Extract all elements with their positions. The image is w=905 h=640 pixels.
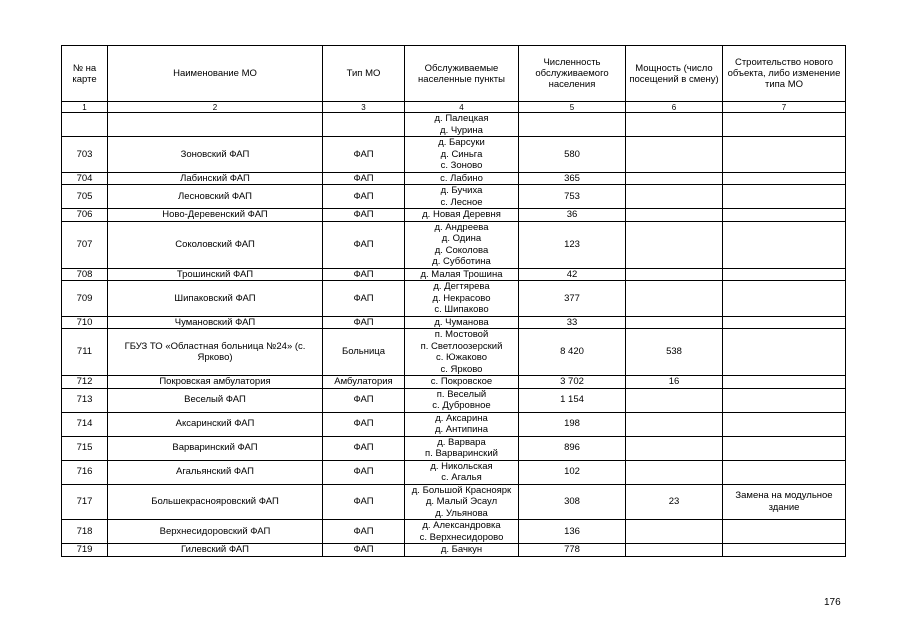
mo-type-cell: ФАП — [323, 281, 405, 317]
mo-name-cell: Соколовский ФАП — [108, 221, 323, 268]
map-number-cell: 709 — [62, 281, 108, 317]
served-places-cell — [405, 460, 519, 484]
population-cell — [519, 113, 626, 137]
served-places-cell — [405, 436, 519, 460]
table-row — [62, 281, 846, 317]
served-place: д. Бучиха — [440, 185, 483, 196]
map-number-cell: 703 — [62, 137, 108, 173]
mo-name-cell: Варваринский ФАП — [108, 436, 323, 460]
capacity-cell — [626, 172, 723, 185]
mo-type-cell: ФАП — [323, 460, 405, 484]
map-number-cell: 704 — [62, 172, 108, 185]
population-cell: 3 702 — [519, 376, 626, 389]
construction-cell — [723, 520, 846, 544]
map-number-cell: 706 — [62, 209, 108, 222]
table-row — [62, 376, 846, 389]
mo-type-cell: ФАП — [323, 268, 405, 281]
served-place: п. Варваринский — [425, 448, 498, 459]
table-row — [62, 172, 846, 185]
served-place: д. Антипина — [434, 424, 489, 435]
served-place: д. Субботина — [432, 256, 491, 267]
capacity-cell — [626, 544, 723, 557]
header-served-places: Обслуживаемые населенные пункты — [405, 46, 519, 102]
served-places-cell — [405, 412, 519, 436]
served-places-cell — [405, 209, 519, 222]
capacity-cell — [626, 281, 723, 317]
population-cell: 896 — [519, 436, 626, 460]
capacity-cell — [626, 412, 723, 436]
map-number-cell: 712 — [62, 376, 108, 389]
served-places-cell — [405, 520, 519, 544]
medical-facilities-table — [61, 45, 846, 557]
mo-type-cell: ФАП — [323, 544, 405, 557]
mo-name-cell: Лесновский ФАП — [108, 185, 323, 209]
table-row — [62, 412, 846, 436]
construction-cell — [723, 316, 846, 329]
served-place: д. Никольская — [430, 460, 493, 472]
column-number: 6 — [626, 102, 723, 113]
map-number-cell: 719 — [62, 544, 108, 557]
construction-cell — [723, 268, 846, 281]
served-place: с. Верхнесидорово — [419, 531, 504, 543]
served-place: с. Лабино — [440, 172, 483, 184]
mo-type-cell: ФАП — [323, 436, 405, 460]
capacity-cell — [626, 436, 723, 460]
capacity-cell: 538 — [626, 329, 723, 376]
served-place: с. Дубровное — [432, 400, 491, 411]
mo-name-cell: Лабинский ФАП — [108, 172, 323, 185]
served-place: д. Бачкун — [440, 544, 483, 555]
table-row — [62, 329, 846, 376]
mo-type-cell: ФАП — [323, 316, 405, 329]
mo-name-cell: Агальянский ФАП — [108, 460, 323, 484]
population-cell: 198 — [519, 412, 626, 436]
mo-type-cell — [323, 113, 405, 137]
construction-cell — [723, 137, 846, 173]
served-place: с. Южаково — [435, 352, 488, 363]
served-place: д. Александровка — [422, 520, 501, 531]
population-cell: 377 — [519, 281, 626, 317]
column-number: 3 — [323, 102, 405, 113]
capacity-cell — [626, 113, 723, 137]
capacity-cell: 23 — [626, 484, 723, 520]
mo-name-cell: Шипаковский ФАП — [108, 281, 323, 317]
capacity-cell — [626, 185, 723, 209]
capacity-cell — [626, 460, 723, 484]
map-number-cell: 718 — [62, 520, 108, 544]
construction-cell — [723, 185, 846, 209]
population-cell: 136 — [519, 520, 626, 544]
served-places-cell — [405, 484, 519, 520]
mo-type-cell: Амбулатория — [323, 376, 405, 389]
mo-type-cell: ФАП — [323, 221, 405, 268]
mo-name-cell: Чумановский ФАП — [108, 316, 323, 329]
table-row — [62, 137, 846, 173]
column-number: 4 — [405, 102, 519, 113]
header-map-number: № на карте — [62, 46, 108, 102]
page-number: 176 — [824, 597, 841, 608]
served-place: п. Светлоозерский — [420, 340, 503, 352]
served-place: д. Палецкая — [434, 113, 489, 124]
header-mo-name: Наименование МО — [108, 46, 323, 102]
construction-cell — [723, 460, 846, 484]
served-places-cell — [405, 376, 519, 389]
served-place: п. Веселый — [436, 388, 487, 400]
mo-type-cell: ФАП — [323, 137, 405, 173]
served-place: с. Зоново — [440, 160, 483, 171]
served-places-cell — [405, 268, 519, 281]
mo-name-cell: ГБУЗ ТО «Областная больница №24» (с. Ярково) — [108, 329, 323, 376]
capacity-cell — [626, 316, 723, 329]
population-cell: 778 — [519, 544, 626, 557]
served-place: д. Андреева — [434, 221, 489, 233]
served-place: д. Большой Красноярк — [411, 484, 512, 496]
population-cell: 1 154 — [519, 388, 626, 412]
served-place: д. Барсуки — [438, 137, 485, 148]
header-population: Численность обслуживаемого населения — [519, 46, 626, 102]
construction-cell — [723, 172, 846, 185]
served-place: д. Малый Эсаул — [425, 496, 498, 507]
population-cell: 36 — [519, 209, 626, 222]
table-row — [62, 388, 846, 412]
population-cell: 580 — [519, 137, 626, 173]
population-cell: 8 420 — [519, 329, 626, 376]
header-row — [62, 46, 846, 102]
construction-cell — [723, 221, 846, 268]
table-body — [62, 113, 846, 557]
served-places-cell — [405, 172, 519, 185]
mo-name-cell: Большекрасноярoвский ФАП — [108, 484, 323, 520]
mo-type-cell: ФАП — [323, 484, 405, 520]
mo-name-cell: Ново-Деревенский ФАП — [108, 209, 323, 222]
served-place: с. Ярково — [440, 363, 483, 375]
map-number-cell: 711 — [62, 329, 108, 376]
served-place: п. Мостовой — [434, 329, 489, 340]
table-row — [62, 520, 846, 544]
served-place: д. Дегтярева — [433, 281, 490, 292]
capacity-cell — [626, 520, 723, 544]
table-row — [62, 268, 846, 281]
served-places-cell — [405, 137, 519, 173]
construction-cell — [723, 388, 846, 412]
population-cell: 33 — [519, 316, 626, 329]
served-place: д. Одина — [441, 233, 482, 244]
column-number: 5 — [519, 102, 626, 113]
population-cell: 123 — [519, 221, 626, 268]
table-row — [62, 221, 846, 268]
served-places-cell — [405, 113, 519, 137]
capacity-cell — [626, 221, 723, 268]
construction-cell — [723, 209, 846, 222]
column-number-row — [62, 102, 846, 113]
mo-name-cell: Верхнесидоровский ФАП — [108, 520, 323, 544]
served-place: д. Некрасово — [432, 292, 491, 304]
mo-name-cell: Гилевский ФАП — [108, 544, 323, 557]
mo-name-cell: Трошинский ФАП — [108, 268, 323, 281]
mo-type-cell: ФАП — [323, 520, 405, 544]
map-number-cell: 710 — [62, 316, 108, 329]
population-cell: 102 — [519, 460, 626, 484]
table-row — [62, 209, 846, 222]
construction-cell: Замена на модульное здание — [723, 484, 846, 520]
table-row — [62, 460, 846, 484]
served-places-cell — [405, 281, 519, 317]
capacity-cell — [626, 268, 723, 281]
table-row — [62, 544, 846, 557]
served-place: с. Агалья — [441, 472, 482, 483]
map-number-cell: 705 — [62, 185, 108, 209]
table-row — [62, 316, 846, 329]
table-row — [62, 436, 846, 460]
capacity-cell — [626, 209, 723, 222]
mo-name-cell — [108, 113, 323, 137]
map-number-cell: 707 — [62, 221, 108, 268]
construction-cell — [723, 544, 846, 557]
construction-cell — [723, 113, 846, 137]
mo-name-cell: Покровская амбулатория — [108, 376, 323, 389]
capacity-cell: 16 — [626, 376, 723, 389]
map-number-cell: 714 — [62, 412, 108, 436]
table-row — [62, 484, 846, 520]
construction-cell — [723, 329, 846, 376]
served-place: д. Ульянова — [435, 507, 488, 519]
served-places-cell — [405, 185, 519, 209]
served-place: д. Варвара — [437, 436, 486, 448]
population-cell: 308 — [519, 484, 626, 520]
population-cell: 42 — [519, 268, 626, 281]
header-construction: Строительство нового объекта, либо изменение типа МО — [723, 46, 846, 102]
population-cell: 753 — [519, 185, 626, 209]
population-cell: 365 — [519, 172, 626, 185]
mo-type-cell: Больница — [323, 329, 405, 376]
capacity-cell — [626, 137, 723, 173]
served-place: с. Лесное — [440, 196, 483, 208]
served-place: д. Чуманова — [434, 316, 489, 328]
mo-type-cell: ФАП — [323, 185, 405, 209]
map-number-cell — [62, 113, 108, 137]
served-place: д. Соколова — [434, 244, 489, 256]
header-capacity: Мощность (число посещений в смену) — [626, 46, 723, 102]
served-place: д. Синьга — [440, 148, 483, 160]
mo-type-cell: ФАП — [323, 388, 405, 412]
served-places-cell — [405, 544, 519, 557]
mo-type-cell: ФАП — [323, 209, 405, 222]
mo-name-cell: Веселый ФАП — [108, 388, 323, 412]
served-place: д. Чурина — [440, 124, 483, 136]
map-number-cell: 713 — [62, 388, 108, 412]
served-places-cell — [405, 316, 519, 329]
column-number: 2 — [108, 102, 323, 113]
served-place: с. Шипаково — [434, 304, 489, 315]
map-number-cell: 716 — [62, 460, 108, 484]
served-place: с. Покровское — [430, 376, 493, 387]
mo-type-cell: ФАП — [323, 412, 405, 436]
mo-name-cell: Аксаринский ФАП — [108, 412, 323, 436]
table-row — [62, 113, 846, 137]
served-places-cell — [405, 388, 519, 412]
map-number-cell: 708 — [62, 268, 108, 281]
served-place: д. Малая Трошина — [420, 268, 503, 280]
map-number-cell: 715 — [62, 436, 108, 460]
construction-cell — [723, 436, 846, 460]
column-number: 1 — [62, 102, 108, 113]
served-place: д. Аксарина — [435, 412, 488, 424]
construction-cell — [723, 376, 846, 389]
capacity-cell — [626, 388, 723, 412]
mo-name-cell: Зоновский ФАП — [108, 137, 323, 173]
map-number-cell: 717 — [62, 484, 108, 520]
header-mo-type: Тип МО — [323, 46, 405, 102]
served-place: д. Новая Деревня — [422, 209, 501, 220]
mo-type-cell: ФАП — [323, 172, 405, 185]
served-places-cell — [405, 329, 519, 376]
column-number: 7 — [723, 102, 846, 113]
construction-cell — [723, 281, 846, 317]
served-places-cell — [405, 221, 519, 268]
construction-cell — [723, 412, 846, 436]
table-row — [62, 185, 846, 209]
